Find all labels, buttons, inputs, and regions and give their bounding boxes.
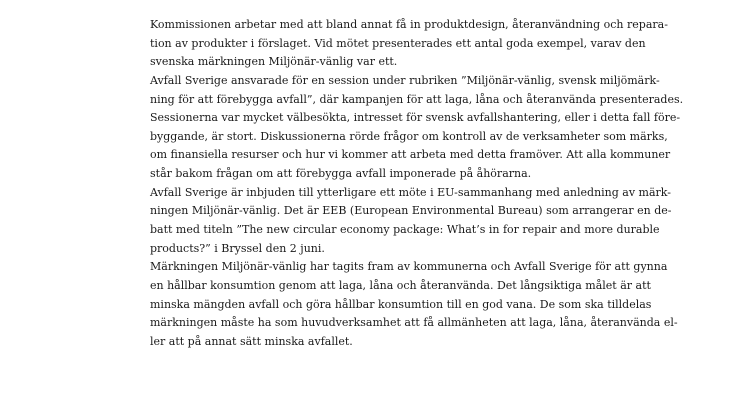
text-line: ning för att förebygga avfall”, där kampanjen för att laga, låna och återanvända presenterades. xyxy=(150,92,684,106)
text-line: märkningen måste ha som huvudverksamhet att få allmänheten att laga, låna, återanvända el- xyxy=(150,316,678,330)
text-line: tion av produkter i förslaget. Vid mötet presenterades ett antal goda exempel, varav den xyxy=(150,36,646,50)
text-line: Avfall Sverige är inbjuden till ytterligare ett möte i EU-sammanhang med anledning av märk- xyxy=(150,185,671,199)
text-line: står bakom frågan om att förebygga avfall imponerade på åhörarna. xyxy=(150,167,532,181)
text-line: byggande, är stort. Diskussionerna rörde frågor om kontroll av de verksamheter som märks, xyxy=(150,129,668,143)
text-line: Sessionerna var mycket välbesökta, intresset för svensk avfallshantering, eller i detta fall före- xyxy=(150,111,681,125)
text-line: products?” i Bryssel den 2 juni. xyxy=(150,241,325,255)
text-line: minska mängden avfall och göra hållbar konsumtion till en god vana. De som ska tilldelas xyxy=(150,297,652,311)
text-line: ningen Miljönär-vänlig. Det är EEB (European Environmental Bureau) som arrangerar en de- xyxy=(150,204,672,218)
text-line: svenska märkningen Miljönär-vänlig var ett. xyxy=(150,55,398,69)
text-line: ler att på annat sätt minska avfallet. xyxy=(150,334,353,348)
text-line: batt med titeln ”The new circular economy package: What’s in for repair and more durable xyxy=(150,223,660,237)
text-line: en hållbar konsumtion genom att laga, låna och återanvända. Det långsiktiga målet är att xyxy=(150,278,651,292)
document-body xyxy=(150,16,690,352)
text-line: Kommissionen arbetar med att bland annat få in produktdesign, återanvändning och repara- xyxy=(150,18,668,31)
text-line: Avfall Sverige ansvarade för en session under rubriken ”Miljönär-vänlig, svensk miljömärk- xyxy=(150,73,660,87)
text-line: om finansiella resurser och hur vi kommer att arbeta med detta framöver. Att alla kommuner xyxy=(150,148,671,162)
text-line: Märkningen Miljönär-vänlig har tagits fram av kommunerna och Avfall Sverige för att gynna xyxy=(150,260,668,274)
